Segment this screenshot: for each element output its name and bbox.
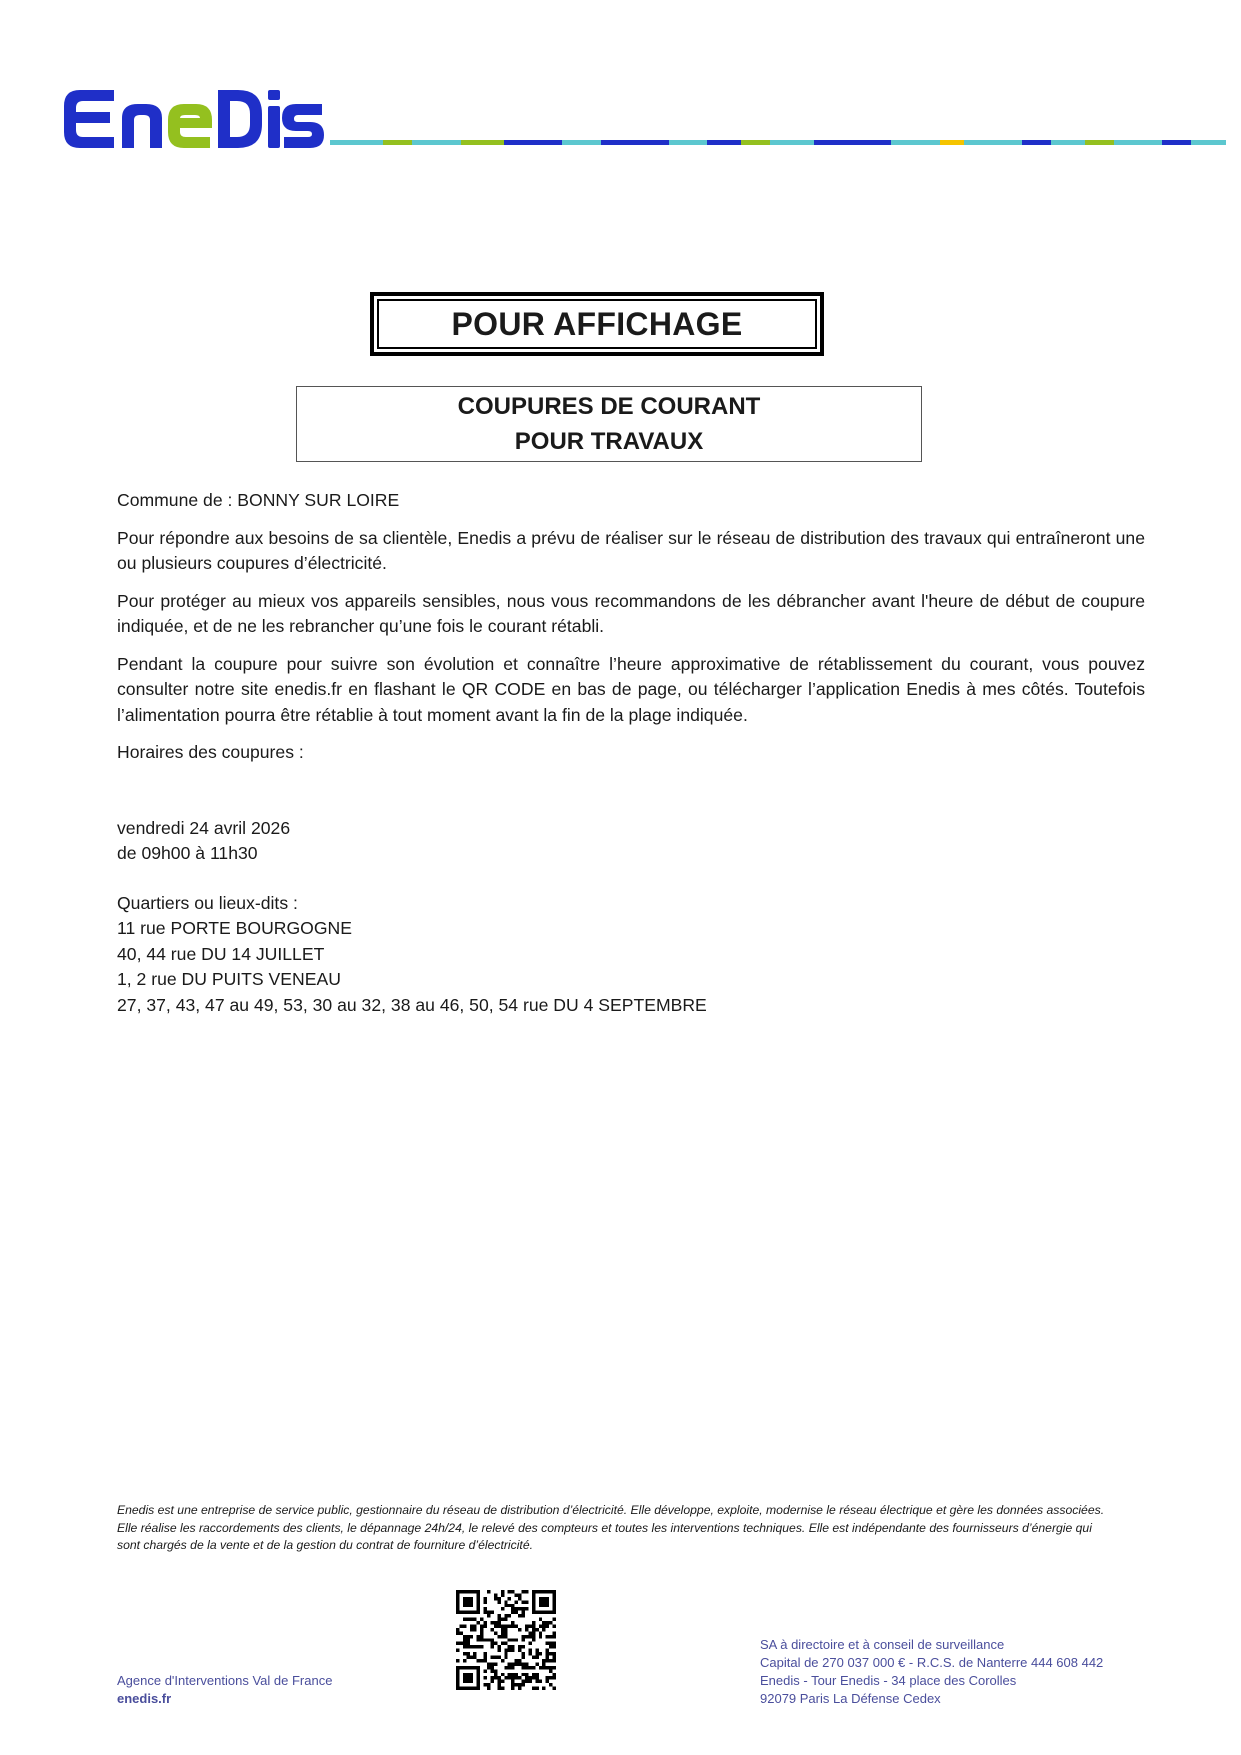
subtitle-box: [296, 386, 922, 462]
paragraph-1: Pour répondre aux besoins de sa clientèle, Enedis a prévu de réaliser sur le réseau de distribution des travaux qui entraîneront une ou plusieurs coupures d’électricité.: [117, 527, 1145, 573]
outage-time: de 09h00 à 11h30: [117, 843, 258, 863]
footer-disclaimer: Enedis est une entreprise de service public, gestionnaire du réseau de distribution d’électricité. Elle développe, exploite, modernise le réseau électrique et gère les données associées. Elle réalise les raccordements des clients, le dépannage 24h/24, le relevé des compteurs et toutes les interventions techniques. Elle est indépendante des fournisseurs d’énergie qui sont chargés de la vente et de la gestion du contrat de fourniture d’électricité.: [117, 1503, 1105, 1552]
legal-line: SA à directoire et à conseil de surveillance: [760, 1637, 1005, 1652]
legal-block: [760, 1636, 1103, 1708]
paragraph-2: Pour protéger au mieux vos appareils sensibles, nous vous recommandons de les débrancher avant l'heure de début de coupure indiquée, et de ne les rebrancher qu’une fois le courant rétabli.: [117, 590, 1145, 636]
agency-name: Agence d'Interventions Val de France: [117, 1673, 333, 1688]
legal-line: 92079 Paris La Défense Cedex: [760, 1691, 941, 1706]
legal-line: Capital de 270 037 000 € - R.C.S. de Nanterre 444 608 442: [760, 1655, 1104, 1670]
quartiers-label: Quartiers ou lieux-dits :: [117, 892, 298, 913]
paragraph-3: Pendant la coupure pour suivre son évolution et connaître l’heure approximative de rétablissement du courant, vous pouvez consulter notre site enedis.fr en flashant le QR CODE en bas de page, ou télécharger l’application Enedis à mes côtés. Toutefois l’alimentation pourra être rétablie à tout moment avant la fin de la plage indiquée.: [117, 653, 1145, 725]
enedis-logo: [62, 88, 324, 150]
outage-date: vendredi 24 avril 2026: [117, 817, 291, 838]
address-item: 11 rue PORTE BOURGOGNE: [117, 918, 352, 938]
address-item: 27, 37, 43, 47 au 49, 53, 30 au 32, 38 au 46, 50, 54 rue DU 4 SEPTEMBRE: [117, 994, 707, 1015]
legal-line: Enedis - Tour Enedis - 34 place des Corolles: [760, 1673, 1017, 1688]
header-stripe: [330, 140, 1226, 145]
notice-body: [117, 488, 1145, 1018]
address-item: 1, 2 rue DU PUITS VENEAU: [117, 969, 341, 989]
address-item: 40, 44 rue DU 14 JUILLET: [117, 943, 325, 964]
qr-code-icon[interactable]: [456, 1590, 556, 1690]
site-link[interactable]: enedis.fr: [117, 1691, 172, 1706]
subtitle-line-1: COUPURES DE COURANT: [457, 393, 761, 420]
commune-line: Commune de : BONNY SUR LOIRE: [117, 490, 400, 510]
banner-box: [370, 292, 824, 356]
horaires-label: Horaires des coupures :: [117, 742, 304, 762]
subtitle-line-2: POUR TRAVAUX: [514, 428, 704, 455]
banner-title: POUR AFFICHAGE: [377, 299, 817, 349]
agency-block: [117, 1672, 332, 1708]
